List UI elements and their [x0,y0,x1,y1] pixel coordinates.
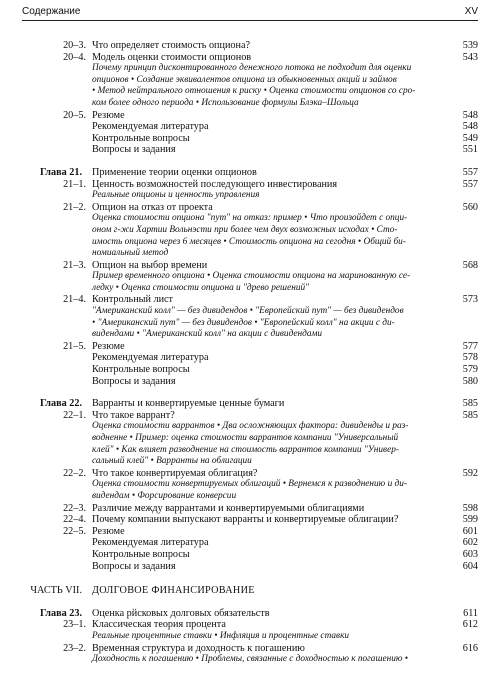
toc-subtopics [0,306,500,318]
subtopic-text: Почему принцип дисконтированного денежного потока не подходит для оценки [92,63,412,74]
toc-entry [0,537,500,549]
toc-subtopics [0,237,500,249]
section-gap [0,156,500,167]
entry-title: Временная структура и доходность к погашению [92,642,305,654]
entry-number: 22–1. [63,409,86,421]
toc-entry [0,643,500,655]
entry-page: 612 [462,619,478,631]
toc-part [0,585,500,597]
entry-number: Глава 23. [39,607,82,619]
entry-title: Резюме [92,109,125,121]
entry-title: Классическая теория процента [92,619,226,631]
entry-number: 23–2. [63,642,86,654]
subtopic-text: опционов • Создание эквивалентов опциона из обыкновенных акций и займов [92,74,397,85]
toc-subtopics [0,654,500,666]
entry-title: Контрольные вопросы [92,132,190,144]
toc-entry [0,364,500,376]
toc-entry [0,294,500,306]
entry-number: 23–1. [63,619,86,631]
subtopic-text: Оценка стоимости опциона "пут" на отказ: пример • Что произойдет с опци- [92,213,408,224]
toc-entry [0,376,500,388]
toc-subtopics [0,283,500,295]
subtopic-text: Оценка стоимости конвертируемых облигаций • Вернемся к разводнению и ди- [92,479,407,490]
part-gap [0,572,500,585]
entry-title: Различие между варрантами и конвертируемыми облигациями [92,502,365,514]
subtopic-text: • Метод нейтрального отношения к риску • Оценка стоимости опционов со сро- [92,86,416,97]
toc-entry [0,179,500,191]
entry-page: 579 [462,364,478,376]
toc-subtopics [0,318,500,330]
subtopic-text: Реальные опционы и ценность управления [92,190,260,201]
entry-title: Опцион на отказ от проекта [92,201,213,213]
subtopic-text: ком более одного периода • Использование формулы Блэка–Шольца [92,97,359,108]
entry-title: Почему компании выпускают варранты и конвертируемые облигации? [92,514,399,526]
entry-page: 568 [462,259,478,271]
entry-page: 592 [462,467,478,479]
entry-title: Рекомендуемая литература [92,121,209,133]
entry-page: 548 [462,109,478,121]
toc-entry [0,121,500,133]
subtopic-text: номиальный метод [92,248,169,259]
entry-page: 578 [462,352,478,364]
toc-subtopics [0,445,500,457]
entry-number: 22–3. [63,502,86,514]
entry-title: Контрольный лист [92,294,173,306]
subtopic-text: видендами • "Американский колл" на акции с дивидендами [92,329,323,340]
entry-title: Опцион на выбор времени [92,259,208,271]
entry-number: 22–2. [63,467,86,479]
toc-entry [0,133,500,145]
toc-entry [0,52,500,64]
subtopic-text: имость опциона через 6 месяцев • Стоимость опциона на сегодня • Общий би- [92,236,406,247]
section-gap [0,597,500,608]
entry-page: 603 [462,548,478,560]
entry-title: Контрольные вопросы [92,548,190,560]
subtopic-text: водненне • Пример: оценка стоимости варрантов компании "Универсальный [92,433,399,443]
entry-page: 549 [462,132,478,144]
subtopic-text: Пример временного опциона • Оценка стоимости опциона на маринованную се- [92,271,411,282]
entry-page: 599 [462,514,478,526]
toc-subtopics [0,63,500,75]
header-page-number: XV [464,6,478,17]
entry-page: 577 [462,340,478,352]
toc-subtopics [0,329,500,341]
entry-title: Что определяет стоимость опциона? [92,40,250,51]
entry-number: 21–2. [63,201,86,213]
entry-number: Глава 22. [39,398,82,410]
subtopic-text: "Американский колл" — без дивидендов • "Европейский пут" — без дивидендов [92,306,404,317]
toc-subtopics [0,631,500,643]
entry-title: Что такое конвертируемая облигация? [92,467,258,479]
entry-number: 21–3. [63,259,86,271]
subtopic-text: клей" • Как влияет разводнение на стоимость варрантов компании "Универ- [92,444,399,455]
entry-number: 21–4. [63,294,86,306]
entry-title: Контрольные вопросы [92,364,190,376]
entry-page: 585 [462,409,478,421]
entry-number: 20–4. [63,51,86,63]
toc-entry [0,514,500,526]
entry-title: Рекомендуемая литература [92,352,209,364]
entry-page: 616 [462,642,478,654]
running-header [22,2,478,21]
subtopic-text: видендам • Форсирование конверсии [92,490,237,501]
toc-subtopics [0,75,500,87]
subtopic-text: сальный клей" • Варранты на облигации [92,456,252,467]
entry-title: ДОЛГОВОЕ ФИНАНСИРОВАНИЕ [92,585,255,597]
toc-entry [0,352,500,364]
toc-subtopics [0,225,500,237]
entry-page: 598 [462,502,478,514]
section-gap [0,387,500,398]
entry-title: Что такое варрант? [92,409,175,421]
entry-number: 20–5. [63,109,86,121]
entry-page: 601 [462,525,478,537]
toc-subtopics [0,456,500,468]
toc-subtopics [0,433,500,445]
toc-subtopics [0,248,500,260]
entry-title: Варранты и конвертируемые ценные бумаги [92,398,285,410]
toc-chapter [0,608,500,620]
toc-entry [0,40,500,52]
entry-title: Резюме [92,525,125,537]
entry-number: 22–4. [63,514,86,526]
entry-title: Модель оценки стоимости опционов [92,51,252,63]
entry-page: 548 [462,121,478,133]
entry-page: 539 [462,40,478,51]
entry-number: 21–1. [63,178,86,190]
toc-subtopics [0,479,500,491]
entry-title: Ценность возможностей последующего инвестирования [92,178,338,190]
subtopic-text: оном г-жи Хартии Вольнэсти при более чем двух возможных исходах • Сто- [92,224,398,235]
entry-title: Оценка рйсковых долговых обязательств [92,607,270,619]
subtopic-text: Реальные процентные ставки • Инфляция и процентные ставки [92,630,350,641]
entry-title: Рекомендуемая литература [92,537,209,549]
entry-page: 585 [462,398,478,410]
toc-chapter [0,398,500,410]
toc-entry [0,561,500,573]
toc-subtopics [0,491,500,503]
toc-entry [0,202,500,214]
toc-chapter [0,167,500,179]
toc-subtopics [0,190,500,202]
toc-subtopics [0,271,500,283]
entry-title: Вопросы и задания [92,560,176,572]
entry-number: 20–3. [63,40,86,51]
toc-entry [0,619,500,631]
toc-entry [0,549,500,561]
toc-entry [0,410,500,422]
toc-entry [0,341,500,353]
subtopic-text: • "Американский пут" — без дивидендов • "Европейский колл" на акции с ди- [92,317,395,328]
entry-page: 611 [463,607,478,619]
entry-number: ЧАСТЬ VII. [30,585,82,597]
entry-page: 580 [462,375,478,387]
toc-entry [0,260,500,272]
toc-entry [0,110,500,122]
toc-entry [0,468,500,480]
entry-title: Вопросы и задания [92,144,176,156]
entry-page: 560 [462,201,478,213]
entry-number: 21–5. [63,340,86,352]
entry-page: 557 [462,178,478,190]
entry-page: 602 [462,537,478,549]
subtopic-text: Оценка стоимости варрантов • Два осложняющих фактора: дивиденды и раз- [92,421,409,432]
entry-title: Резюме [92,340,125,352]
subtopic-text: Доходность к погашению • Проблемы, связанные с доходностью к погашению • [92,654,408,665]
toc-subtopics [0,421,500,433]
subtopic-text: ледку • Оценка стоимости опциона и "древо решений" [92,282,310,293]
entry-number: 22–5. [63,525,86,537]
entry-page: 573 [462,294,478,306]
toc-entry [0,144,500,156]
toc-subtopics [0,86,500,98]
entry-page: 551 [462,144,478,156]
entry-page: 557 [462,166,478,178]
entry-title: Вопросы и задания [92,375,176,387]
toc-entry [0,503,500,515]
toc-subtopics [0,213,500,225]
toc-entry [0,526,500,538]
entry-number: Глава 21. [39,166,82,178]
entry-page: 604 [462,560,478,572]
header-title: Содержание [22,6,81,17]
entry-page: 543 [462,51,478,63]
table-of-contents [0,40,500,666]
entry-title: Применение теории оценки опционов [92,166,257,178]
toc-subtopics [0,98,500,110]
